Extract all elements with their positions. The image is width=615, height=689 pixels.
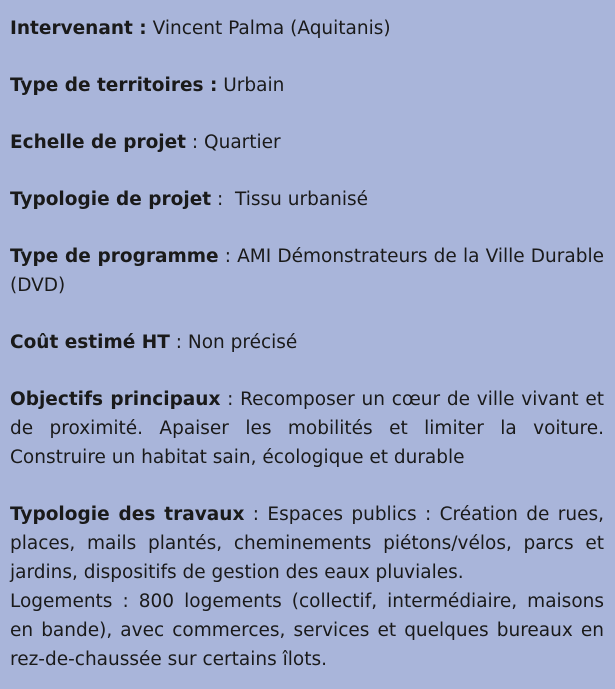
typologie-travaux-espaces-publics bbox=[10, 500, 604, 587]
echelle-projet-row bbox=[10, 128, 604, 157]
echelle-projet-label: Echelle de projet bbox=[10, 132, 187, 153]
intervenant-value: Vincent Palma (Aquitanis) bbox=[152, 18, 391, 39]
cout-estime-separator: : bbox=[169, 332, 188, 353]
typologie-travaux-logements bbox=[10, 587, 604, 674]
cout-estime-label: Coût estimé HT bbox=[10, 332, 170, 353]
echelle-projet-separator: : bbox=[186, 132, 205, 153]
echelle-projet-value: Quartier bbox=[204, 132, 281, 153]
type-territoires-label: Type de territoires : bbox=[10, 75, 218, 96]
typologie-travaux-value2: Logements : 800 logements (collectif, intermédiaire, maisons en bande), avec commerces, services et quelques bureaux en rez-de-chaussée sur certains îlots. bbox=[10, 591, 604, 670]
typologie-projet-row bbox=[10, 185, 604, 214]
type-programme-row bbox=[10, 242, 604, 300]
objectifs-row bbox=[10, 385, 604, 472]
typologie-travaux-label: Typologie des travaux bbox=[10, 504, 245, 525]
cout-estime-row bbox=[10, 328, 604, 357]
typologie-travaux-value: Espaces publics : Création de rues, places, mails plantés, cheminements piétons/vélos, parcs et jardins, dispositifs de gestion des eaux pluviales. bbox=[10, 504, 604, 583]
objectifs-label: Objectifs principaux bbox=[10, 389, 221, 410]
typologie-projet-separator: : bbox=[211, 189, 235, 210]
typologie-travaux-row bbox=[10, 500, 604, 674]
type-territoires-value: Urbain bbox=[223, 75, 285, 96]
type-programme-separator: : bbox=[218, 246, 238, 267]
cout-estime-value: Non précisé bbox=[187, 332, 298, 353]
type-programme-value: AMI Démonstrateurs de la Ville Durable (DVD) bbox=[10, 246, 604, 296]
type-territoires-row bbox=[10, 71, 604, 100]
typologie-travaux-separator: : bbox=[244, 504, 268, 525]
intervenant-row bbox=[10, 14, 604, 43]
typologie-projet-label: Typologie de projet bbox=[10, 189, 212, 210]
objectifs-separator: : bbox=[220, 389, 241, 410]
objectifs-value: Recomposer un cœur de ville vivant et de proximité. Apaiser les mobilités et limiter la voiture. Construire un habitat sain, écologique et durable bbox=[10, 389, 604, 468]
typologie-projet-value: Tissu urbanisé bbox=[234, 189, 369, 210]
type-programme-label: Type de programme bbox=[10, 246, 219, 267]
intervenant-label: Intervenant : bbox=[10, 18, 147, 39]
